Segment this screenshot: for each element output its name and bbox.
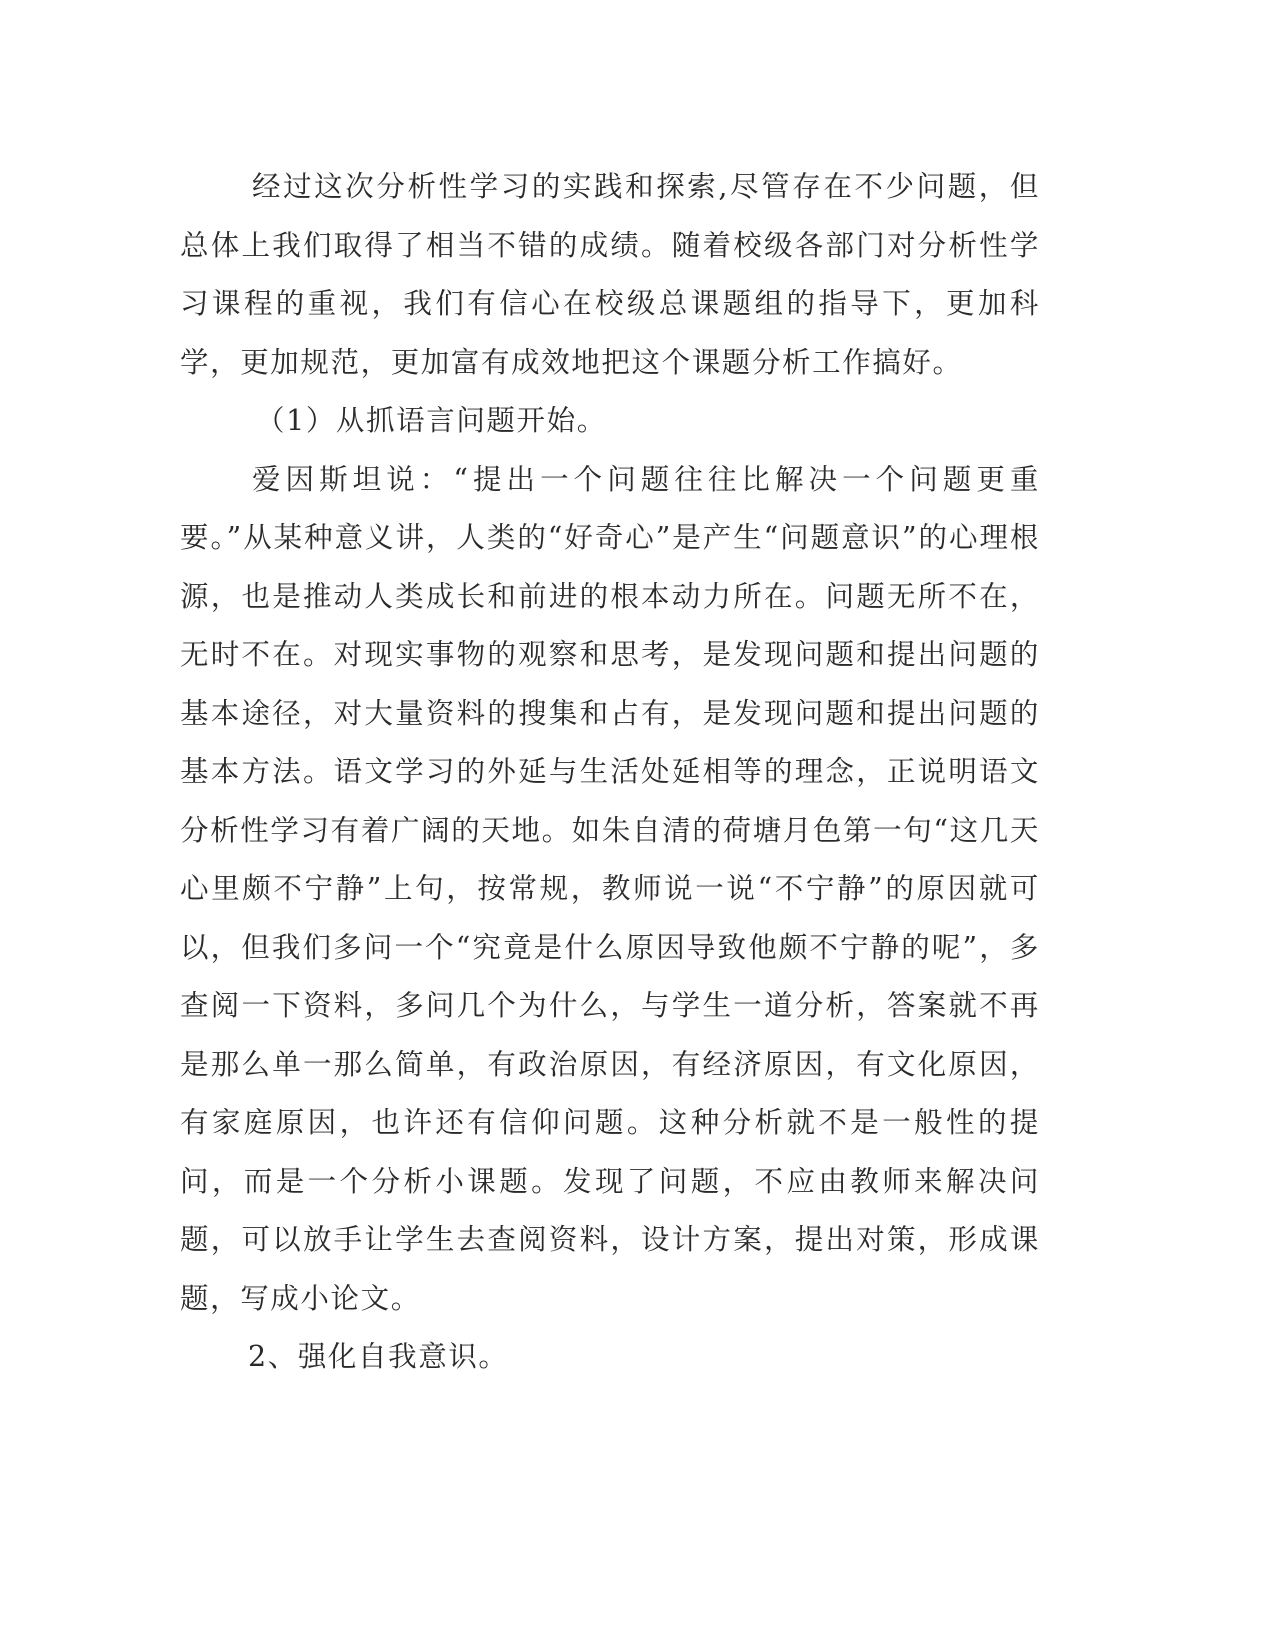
document-body xyxy=(180,158,1040,1387)
section-heading-language-problems: （1）从抓语言问题开始。 xyxy=(256,404,607,437)
paragraph-einstein: 爱因斯坦说：“提出一个问题往往比解决一个问题更重要。”从某种意义讲，人类的“好奇心”是产生“问题意识”的心理根源，也是推动人类成长和前进的根本动力所在。问题无所不在，无时不在。对现实事物的观察和思考，是发现问题和提出问题的基本途径，对大量资料的搜集和占有，是发现问题和提出问题的基本方法。语文学习的外延与生活处延相等的理念，正说明语文分析性学习有着广阔的天地。如朱自清的荷塘月色第一句“这几天心里颇不宁静”上句，按常规，教师说一说“不宁静”的原因就可以，但我们多问一个“究竟是什么原因导致他颇不宁静的呢”，多查阅一下资料，多问几个为什么，与学生一道分析，答案就不再是那么单一那么简单，有政治原因，有经济原因，有文化原因，有家庭原因，也许还有信仰问题。这种分析就不是一般性的提问，而是一个分析小课题。发现了问题，不应由教师来解决问题，可以放手让学生去查阅资料，设计方案，提出对策，形成课题，写成小论文。 xyxy=(180,462,1040,1315)
paragraph-summary: 经过这次分析性学习的实践和探索,尽管存在不少问题，但总体上我们取得了相当不错的成绩。随着校级各部门对分析性学习课程的重视，我们有信心在校级总课题组的指导下，更加科学，更加规范，更加富有成效地把这个课题分析工作搞好。 xyxy=(180,170,1040,379)
section-heading-self-awareness: 2、强化自我意识。 xyxy=(248,1340,509,1373)
